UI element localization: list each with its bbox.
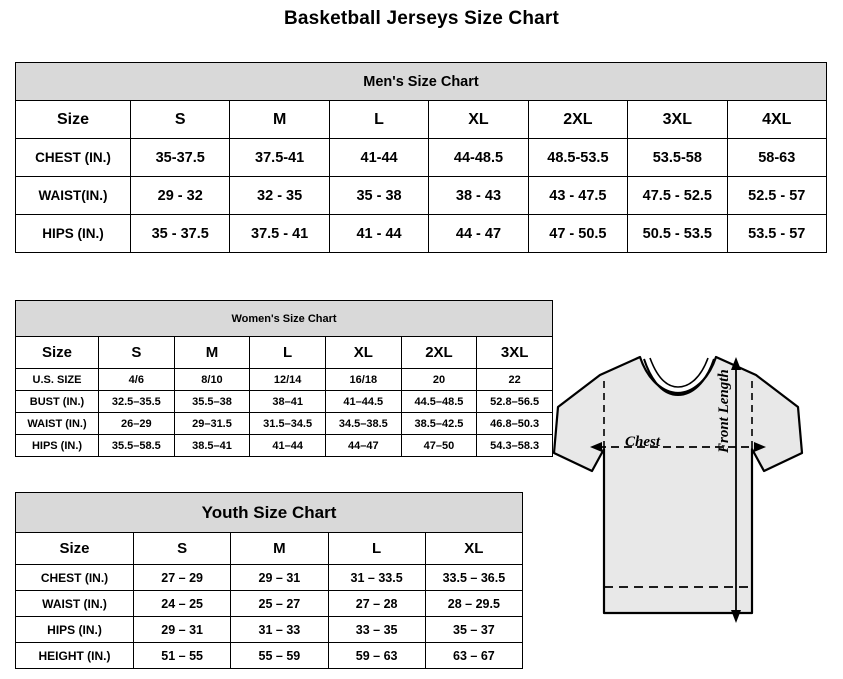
column-header: L bbox=[328, 533, 425, 565]
column-header: L bbox=[329, 101, 428, 139]
youth-size-chart-table bbox=[15, 492, 523, 669]
table-cell: 52.8–56.5 bbox=[477, 391, 553, 413]
column-header: 3XL bbox=[477, 337, 553, 369]
table-cell: 41-44 bbox=[329, 139, 428, 177]
table-cell: 54.3–58.3 bbox=[477, 435, 553, 457]
column-header: 4XL bbox=[727, 101, 826, 139]
table-heading-row bbox=[16, 493, 523, 533]
column-header: M bbox=[231, 533, 328, 565]
table-cell: 38.5–41 bbox=[174, 435, 250, 457]
table-row bbox=[16, 565, 523, 591]
womens-size-chart-table bbox=[15, 300, 553, 457]
table-cell: 41–44.5 bbox=[325, 391, 401, 413]
table-cell: 27 – 28 bbox=[328, 591, 425, 617]
column-header: M bbox=[174, 337, 250, 369]
row-label: WAIST (IN.) bbox=[16, 591, 134, 617]
table-cell: 44 - 47 bbox=[429, 215, 528, 253]
column-header: 3XL bbox=[628, 101, 727, 139]
table-cell: 51 – 55 bbox=[134, 643, 231, 669]
table-cell: 35 – 37 bbox=[425, 617, 522, 643]
table-cell: 47.5 - 52.5 bbox=[628, 177, 727, 215]
page-title: Basketball Jerseys Size Chart bbox=[283, 8, 560, 29]
table-cell: 32 - 35 bbox=[230, 177, 329, 215]
table-cell: 29 – 31 bbox=[134, 617, 231, 643]
table-cell: 27 – 29 bbox=[134, 565, 231, 591]
table-cell: 43 - 47.5 bbox=[528, 177, 627, 215]
table-cell: 16/18 bbox=[325, 369, 401, 391]
row-label: HEIGHT (IN.) bbox=[16, 643, 134, 669]
table-cell: 63 – 67 bbox=[425, 643, 522, 669]
table-cell: 48.5-53.5 bbox=[528, 139, 627, 177]
front-length-arrow-bottom bbox=[731, 610, 741, 623]
column-header: 2XL bbox=[401, 337, 477, 369]
table-cell: 58-63 bbox=[727, 139, 826, 177]
table-header-row bbox=[16, 337, 553, 369]
table-row bbox=[16, 591, 523, 617]
table-cell: 35 - 38 bbox=[329, 177, 428, 215]
table-cell: 35 - 37.5 bbox=[131, 215, 230, 253]
table-cell: 31 – 33.5 bbox=[328, 565, 425, 591]
table-cell: 29 – 31 bbox=[231, 565, 328, 591]
table-cell: 55 – 59 bbox=[231, 643, 328, 669]
column-header: XL bbox=[425, 533, 522, 565]
table-cell: 47 - 50.5 bbox=[528, 215, 627, 253]
table-cell: 50.5 - 53.5 bbox=[628, 215, 727, 253]
column-header: M bbox=[230, 101, 329, 139]
row-label: WAIST(IN.) bbox=[16, 177, 131, 215]
table-cell: 35-37.5 bbox=[131, 139, 230, 177]
jersey-measurement-diagram bbox=[540, 345, 840, 667]
table-cell: 38 - 43 bbox=[429, 177, 528, 215]
jersey-illustration bbox=[540, 345, 840, 667]
table-row bbox=[16, 617, 523, 643]
table-cell: 35.5–58.5 bbox=[99, 435, 175, 457]
table-cell: 44.5–48.5 bbox=[401, 391, 477, 413]
table-cell: 28 – 29.5 bbox=[425, 591, 522, 617]
column-header: S bbox=[131, 101, 230, 139]
table-cell: 41–44 bbox=[250, 435, 326, 457]
table-heading-row bbox=[16, 63, 827, 101]
column-header: XL bbox=[429, 101, 528, 139]
table-cell: 20 bbox=[401, 369, 477, 391]
column-header: L bbox=[250, 337, 326, 369]
column-header: XL bbox=[325, 337, 401, 369]
table-row bbox=[16, 413, 553, 435]
table-cell: 12/14 bbox=[250, 369, 326, 391]
table-cell: 53.5 - 57 bbox=[727, 215, 826, 253]
row-label: HIPS (IN.) bbox=[16, 617, 134, 643]
mens-table-heading: Men's Size Chart bbox=[16, 63, 827, 101]
row-label: CHEST (IN.) bbox=[16, 139, 131, 177]
column-header: S bbox=[99, 337, 175, 369]
table-row bbox=[16, 643, 523, 669]
table-row bbox=[16, 215, 827, 253]
table-cell: 41 - 44 bbox=[329, 215, 428, 253]
table-header-row bbox=[16, 101, 827, 139]
mens-size-chart-table bbox=[15, 62, 827, 253]
column-header: Size bbox=[16, 101, 131, 139]
table-cell: 25 – 27 bbox=[231, 591, 328, 617]
table-row bbox=[16, 139, 827, 177]
table-row bbox=[16, 391, 553, 413]
table-cell: 37.5 - 41 bbox=[230, 215, 329, 253]
table-cell: 38.5–42.5 bbox=[401, 413, 477, 435]
row-label: CHEST (IN.) bbox=[16, 565, 134, 591]
youth-table-heading: Youth Size Chart bbox=[16, 493, 523, 533]
table-row bbox=[16, 177, 827, 215]
table-cell: 53.5-58 bbox=[628, 139, 727, 177]
table-cell: 35.5–38 bbox=[174, 391, 250, 413]
table-cell: 33 – 35 bbox=[328, 617, 425, 643]
table-cell: 38–41 bbox=[250, 391, 326, 413]
table-row bbox=[16, 369, 553, 391]
table-cell: 29 - 32 bbox=[131, 177, 230, 215]
table-cell: 59 – 63 bbox=[328, 643, 425, 669]
row-label: BUST (IN.) bbox=[16, 391, 99, 413]
table-cell: 24 – 25 bbox=[134, 591, 231, 617]
table-cell: 22 bbox=[477, 369, 553, 391]
table-cell: 44–47 bbox=[325, 435, 401, 457]
table-cell: 47–50 bbox=[401, 435, 477, 457]
row-label: HIPS (IN.) bbox=[16, 215, 131, 253]
table-cell: 37.5-41 bbox=[230, 139, 329, 177]
table-cell: 32.5–35.5 bbox=[99, 391, 175, 413]
row-label: HIPS (IN.) bbox=[16, 435, 99, 457]
table-cell: 29–31.5 bbox=[174, 413, 250, 435]
table-cell: 44-48.5 bbox=[429, 139, 528, 177]
row-label: WAIST (IN.) bbox=[16, 413, 99, 435]
table-cell: 52.5 - 57 bbox=[727, 177, 826, 215]
womens-table-heading: Women's Size Chart bbox=[16, 301, 553, 337]
column-header: Size bbox=[16, 337, 99, 369]
column-header: Size bbox=[16, 533, 134, 565]
column-header: 2XL bbox=[528, 101, 627, 139]
chest-measure-label: Chest bbox=[625, 434, 661, 450]
front-length-measure-label: Front Length bbox=[716, 369, 732, 453]
table-cell: 33.5 – 36.5 bbox=[425, 565, 522, 591]
row-label: U.S. SIZE bbox=[16, 369, 99, 391]
column-header: S bbox=[134, 533, 231, 565]
table-cell: 26–29 bbox=[99, 413, 175, 435]
table-header-row bbox=[16, 533, 523, 565]
table-row bbox=[16, 435, 553, 457]
table-cell: 4/6 bbox=[99, 369, 175, 391]
table-cell: 46.8–50.3 bbox=[477, 413, 553, 435]
table-cell: 31 – 33 bbox=[231, 617, 328, 643]
table-cell: 34.5–38.5 bbox=[325, 413, 401, 435]
table-heading-row bbox=[16, 301, 553, 337]
table-cell: 31.5–34.5 bbox=[250, 413, 326, 435]
table-cell: 8/10 bbox=[174, 369, 250, 391]
